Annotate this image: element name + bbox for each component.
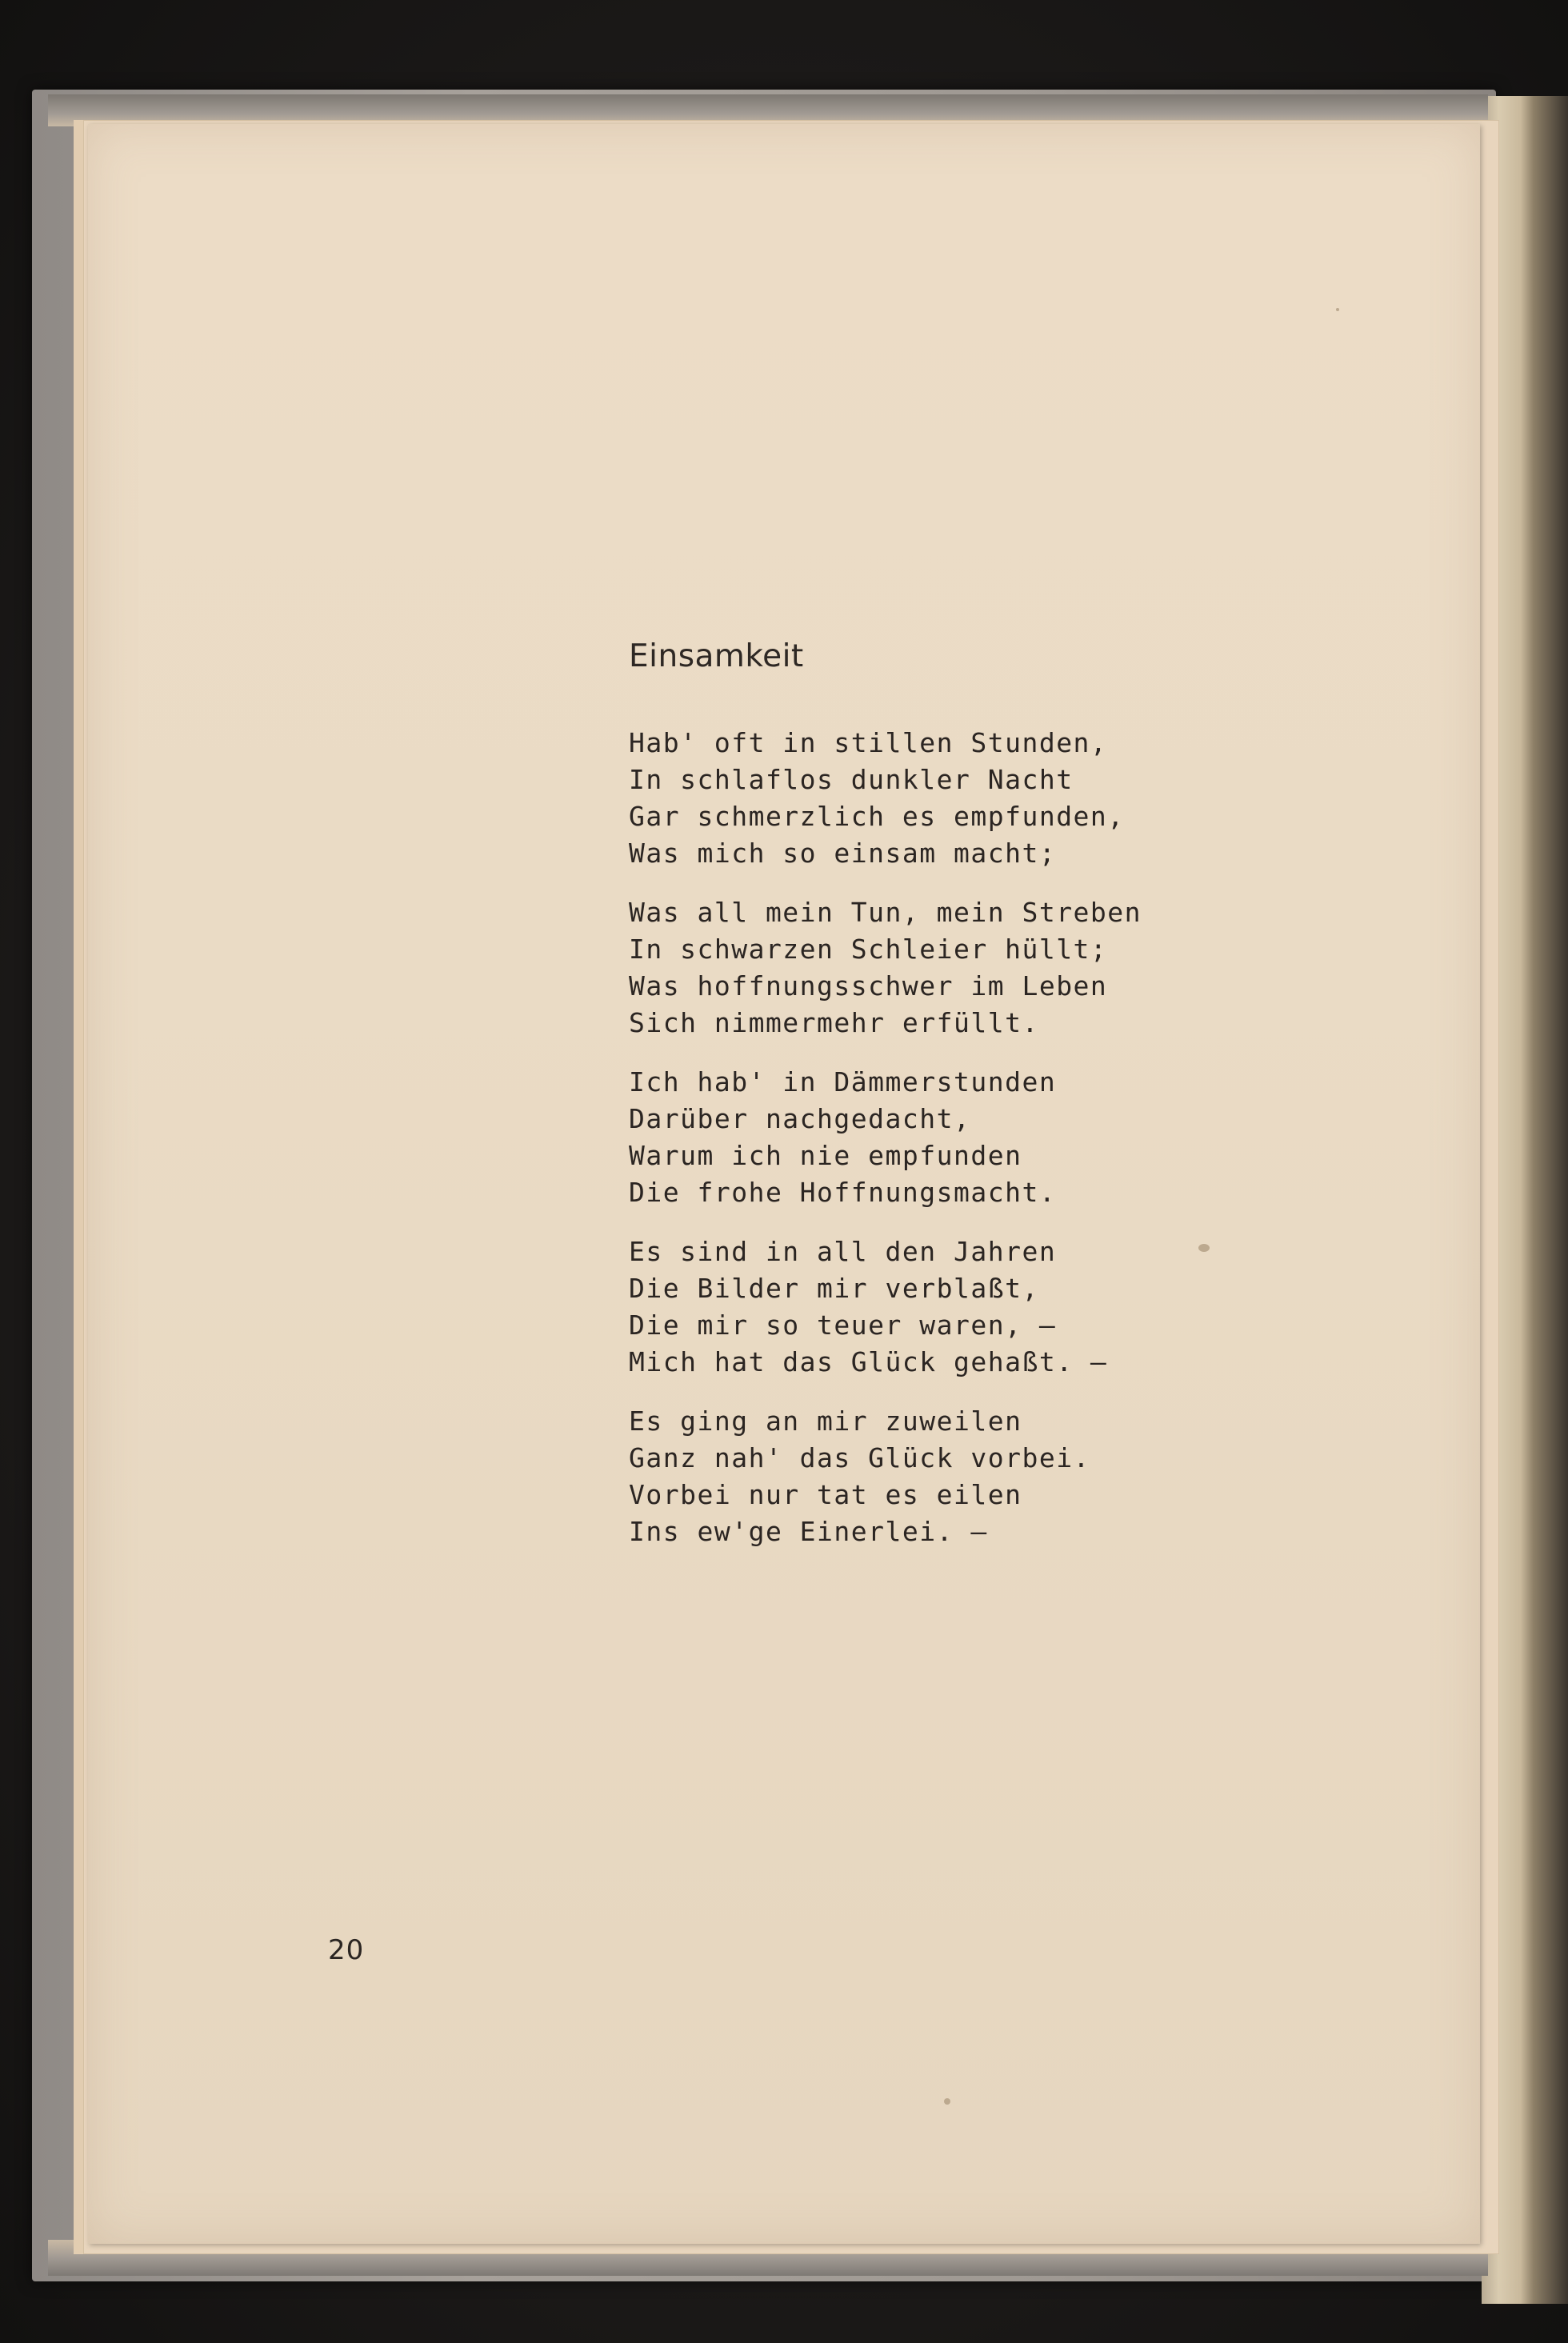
poem-line: Was hoffnungsschwer im Leben (629, 970, 1108, 1002)
poem-line: Sich nimmermehr erfüllt. (629, 1007, 1039, 1038)
paper-speck (1198, 1244, 1210, 1252)
poem-line: Darüber nachgedacht, (629, 1103, 971, 1134)
poem-line: Ich hab' in Dämmerstunden (629, 1066, 1057, 1098)
poem-stanza (629, 1064, 1189, 1211)
poem-line: Mich hat das Glück gehaßt. — (629, 1346, 1108, 1377)
poem-line: Die mir so teuer waren, — (629, 1309, 1057, 1341)
poem-line: In schlaflos dunkler Nacht (629, 764, 1074, 795)
page-number: 20 (328, 1934, 365, 1966)
poem-line: Die Bilder mir verblaßt, (629, 1273, 1039, 1304)
poem-line: Es sind in all den Jahren (629, 1236, 1057, 1267)
poem-line: Vorbei nur tat es eilen (629, 1479, 1022, 1510)
poem-line: Ins ew'ge Einerlei. — (629, 1516, 988, 1547)
poem-line: Ganz nah' das Glück vorbei. (629, 1442, 1090, 1473)
poem-line: Was all mein Tun, mein Streben (629, 897, 1142, 928)
poem-line: Die frohe Hoffnungsmacht. (629, 1177, 1057, 1208)
poem-line: In schwarzen Schleier hüllt; (629, 934, 1108, 965)
paper-speck (944, 2098, 950, 2105)
poem (629, 637, 1189, 1573)
poem-line: Hab' oft in stillen Stunden, (629, 727, 1108, 758)
poem-line: Was mich so einsam macht; (629, 838, 1057, 869)
paper-speck (1336, 308, 1339, 311)
poem-stanza (629, 1403, 1189, 1550)
poem-line: Warum ich nie empfunden (629, 1140, 1022, 1171)
poem-line: Es ging an mir zuweilen (629, 1405, 1022, 1437)
poem-line: Gar schmerzlich es empfunden, (629, 801, 1125, 832)
poem-stanza (629, 725, 1189, 872)
poem-title: Einsamkeit (629, 638, 804, 674)
poem-stanza (629, 894, 1189, 1042)
poem-stanza (629, 1233, 1189, 1381)
